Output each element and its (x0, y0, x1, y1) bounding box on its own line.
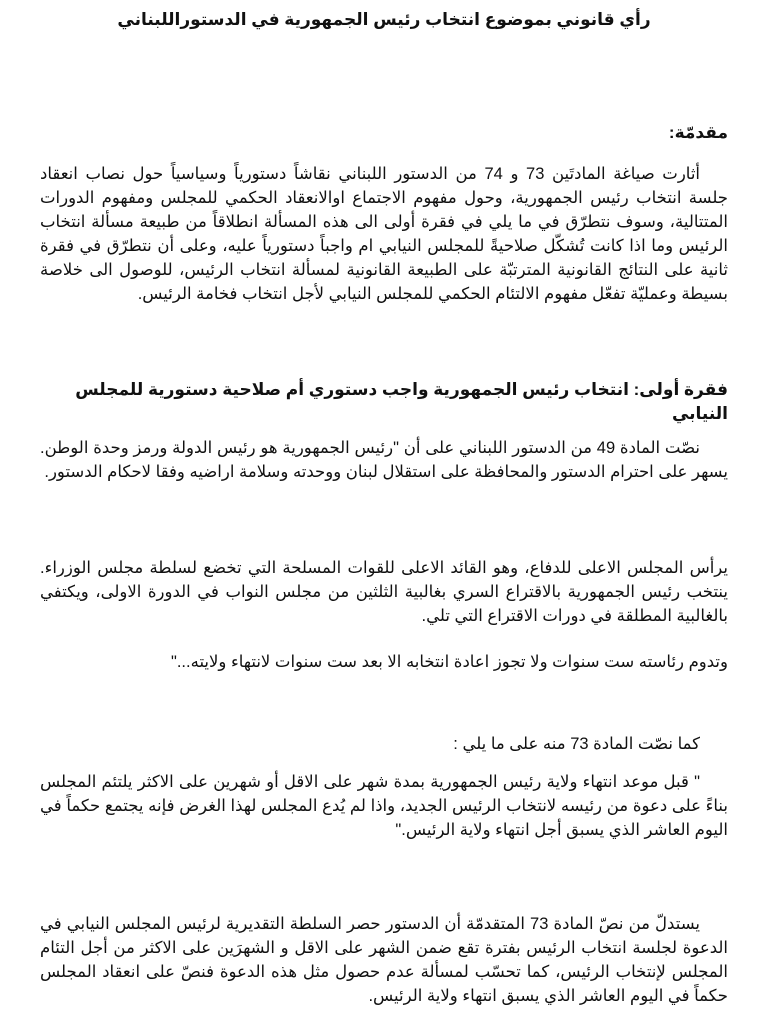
article49-paragraph-2: يرأس المجلس الاعلى للدفاع، وهو القائد الاعلى للقوات المسلحة التي تخضع لسلطة مجلس الوزراء. ينتخب رئيس الجمهورية بالاقتراع السري بغالبية الثلثين من مجلس النواب في الدورة الاولى، ويكتفي بالغالبية المطلقة في دورات الاقتراع التي تلي. (40, 559, 728, 625)
document-title: رأي قانوني بموضوع انتخاب رئيس الجمهورية في الدستوراللبناني (117, 10, 651, 29)
intro-paragraph: أثارت صياغة المادتَين 73 و 74 من الدستور اللبناني نقاشاً دستورياً وسياسياً حول نصاب انعقاد جلسة انتخاب رئيس الجمهورية، وحول مفهوم الاجتماع اوالانعقاد الحكمي للمجلس ومفهوم الدورات المتتالية، وسوف نتطرّق في ما يلي في فقرة أولى الى هذه المسألة انطلاقاً من طبيعة مسألة انتخاب الرئيس وما اذا كانت تُشكّل صلاحيةً للمجلس النيابي ام واجباً دستورياً عليه، وعلى أن نتطرّق في فقرة ثانية على النتائج القانونية المترتبّة على الطبيعة القانونية لمسألة انتخاب الرئيس، للوصول الى خلاصة بسيطة وعمليّة تفعّل مفهوم الالتئام الحكمي للمجلس النيابي لأجل انتخاب فخامة الرئيس. (40, 165, 728, 303)
article73-intro: كما نصّت المادة 73 منه على ما يلي : (453, 735, 700, 753)
conclusion-paragraph: يستدلّ من نصّ المادة 73 المتقدمّة أن الدستور حصر السلطة التقديرية لرئيس المجلس النيابي في الدعوة لجلسة انتخاب الرئيس بفترة تقع ضمن الشهر على الاقل و الشهرَين على الاكثر من أجل التئام المجلس لإنتخاب الرئيس، كما تحسّب لمسألة عدم حصول مثل هذه الدعوة فنصّ على انعقاد المجلس حكماً في اليوم العاشر الذي يسبق انتهاء ولاية الرئيس. (40, 915, 728, 1005)
section1-heading: فقرة أولى: انتخاب رئيس الجمهورية واجب دستوري أم صلاحية دستورية للمجلس النيابي (75, 380, 728, 423)
intro-heading: مقدمّة: (668, 123, 728, 142)
article49-paragraph-3: وتدوم رئاسته ست سنوات ولا تجوز اعادة انتخابه الا بعد ست سنوات لانتهاء ولايته..." (170, 653, 728, 671)
article49-paragraph-1: نصّت المادة 49 من الدستور اللبناني على أن "رئيس الجمهورية هو رئيس الدولة ورمز وحدة الوطن. يسهر على احترام الدستور والمحافظة على استقلال لبنان ووحدته وسلامة اراضيه وفقا لاحكام الدستور. (40, 439, 728, 481)
article73-quote: " قبل موعد انتهاء ولاية رئيس الجمهورية بمدة شهر على الاقل أو شهرين على الاكثر يلتئم المجلس بناءً على دعوة من رئيسه لانتخاب الرئيس الجديد، واذا لم يُدع المجلس لهذا الغرض فإنه يجتمع حكماً في اليوم العاشر الذي يسبق أجل انتهاء ولاية الرئيس." (40, 773, 728, 839)
